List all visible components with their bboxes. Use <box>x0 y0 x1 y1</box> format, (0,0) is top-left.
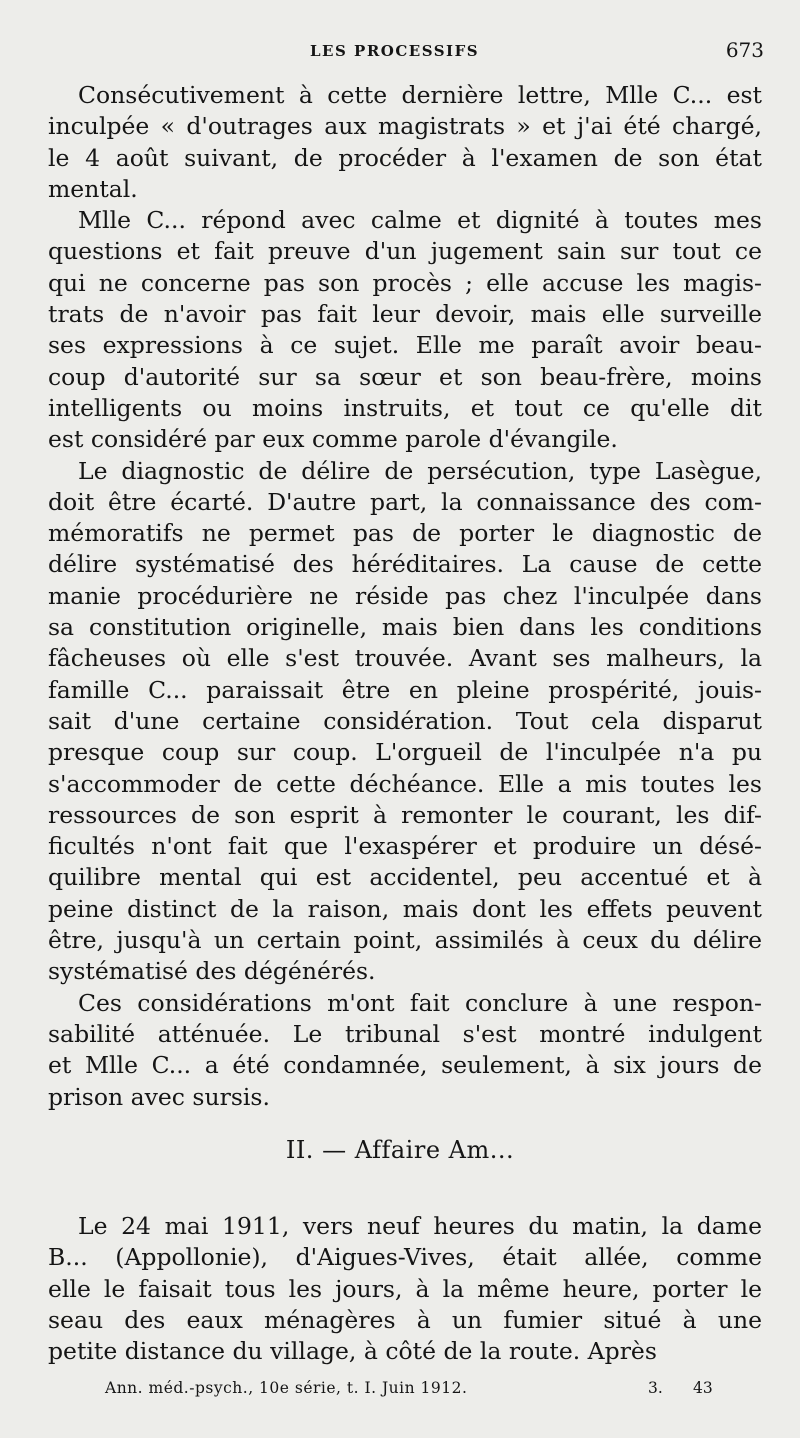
text-line: mental. <box>48 174 138 203</box>
text-line: intelligents ou moins instruits, et tout ce qu'elle dit <box>48 393 762 422</box>
signature-mark: 3. <box>648 1379 663 1397</box>
body-text <box>48 80 762 1113</box>
text-line: être, jusqu'à un certain point, assimilés à ceux du délire <box>48 926 762 955</box>
text-line: questions et fait preuve d'un jugement sain sur tout ce <box>48 237 762 266</box>
page-footer <box>0 1379 800 1403</box>
text-line: ficultés n'ont fait que l'exaspérer et produire un désé- <box>48 832 762 861</box>
text-line: prison avec sursis. <box>48 1082 270 1111</box>
text-line: et Mlle C... a été condamnée, seulement, à six jours de <box>48 1051 762 1080</box>
text-line: sa constitution originelle, mais bien dans les conditions <box>48 613 762 642</box>
text-line: mémoratifs ne permet pas de porter le diagnostic de <box>48 519 762 548</box>
text-line: trats de n'avoir pas fait leur devoir, mais elle surveille <box>48 300 762 329</box>
text-line: B... (Appollonie), d'Aigues-Vives, était allée, comme <box>48 1243 762 1272</box>
text-line: inculpée « d'outrages aux magistrats » et j'ai été chargé, <box>48 112 762 141</box>
text-line: le 4 août suivant, de procéder à l'examen de son état <box>48 143 762 172</box>
text-line: peine distinct de la raison, mais dont les effets peuvent <box>48 894 762 923</box>
text-line: famille C... paraissait être en pleine prospérité, jouis- <box>48 675 762 704</box>
text-line: presque coup sur coup. L'orgueil de l'inculpée n'a pu <box>48 738 762 767</box>
text-line: coup d'autorité sur sa sœur et son beau-frère, moins <box>48 362 762 391</box>
sheet-number: 43 <box>693 1379 713 1397</box>
text-line: Le 24 mai 1911, vers neuf heures du matin, la dame <box>78 1212 762 1240</box>
text-line: seau des eaux ménagères à un fumier situé à une <box>48 1305 762 1334</box>
text-line: Consécutivement à cette dernière lettre, Mlle C... est <box>78 81 762 109</box>
text-line: sait d'une certaine considération. Tout cela disparut <box>48 706 762 735</box>
text-line: est considéré par eux comme parole d'évangile. <box>48 425 618 454</box>
text-line: elle le faisait tous les jours, à la même heure, porter le <box>48 1274 762 1303</box>
text-line: délire systématisé des héréditaires. La cause de cette <box>48 550 762 579</box>
text-line: s'accommoder de cette déchéance. Elle a mis toutes les <box>48 769 762 798</box>
running-head-title: LES PROCESSIFS <box>310 42 480 60</box>
text-line: systématisé des dégénérés. <box>48 957 376 986</box>
text-line: qui ne concerne pas son procès ; elle accuse les magis- <box>48 268 762 297</box>
footer-citation: Ann. méd.-psych., 10e série, t. I. Juin 1912. <box>105 1379 468 1397</box>
text-line: Ces considérations m'ont fait conclure à une respon- <box>78 988 762 1017</box>
text-line: manie procédurière ne réside pas chez l'inculpée dans <box>48 581 762 610</box>
running-head <box>0 36 800 66</box>
text-line: petite distance du village, à côté de la route. Après <box>48 1337 657 1366</box>
text-line: fâcheuses où elle s'est trouvée. Avant ses malheurs, la <box>48 644 762 673</box>
text-line: quilibre mental qui est accidentel, peu accentué et à <box>48 863 762 892</box>
text-line: ressources de son esprit à remonter le courant, les dif- <box>48 800 762 829</box>
section-heading: II. — Affaire Am... <box>285 1136 515 1164</box>
text-line: Mlle C... répond avec calme et dignité à toutes mes <box>78 206 762 235</box>
text-line: Le diagnostic de délire de persécution, type Lasègue, <box>78 456 762 485</box>
text-line: ses expressions à ce sujet. Elle me paraît avoir beau- <box>48 331 762 360</box>
page-number: 673 <box>725 38 764 62</box>
text-line: doit être écarté. D'autre part, la connaissance des com- <box>48 487 762 516</box>
text-line: sabilité atténuée. Le tribunal s'est montré indulgent <box>48 1019 762 1048</box>
body-text-continued <box>48 1211 762 1367</box>
